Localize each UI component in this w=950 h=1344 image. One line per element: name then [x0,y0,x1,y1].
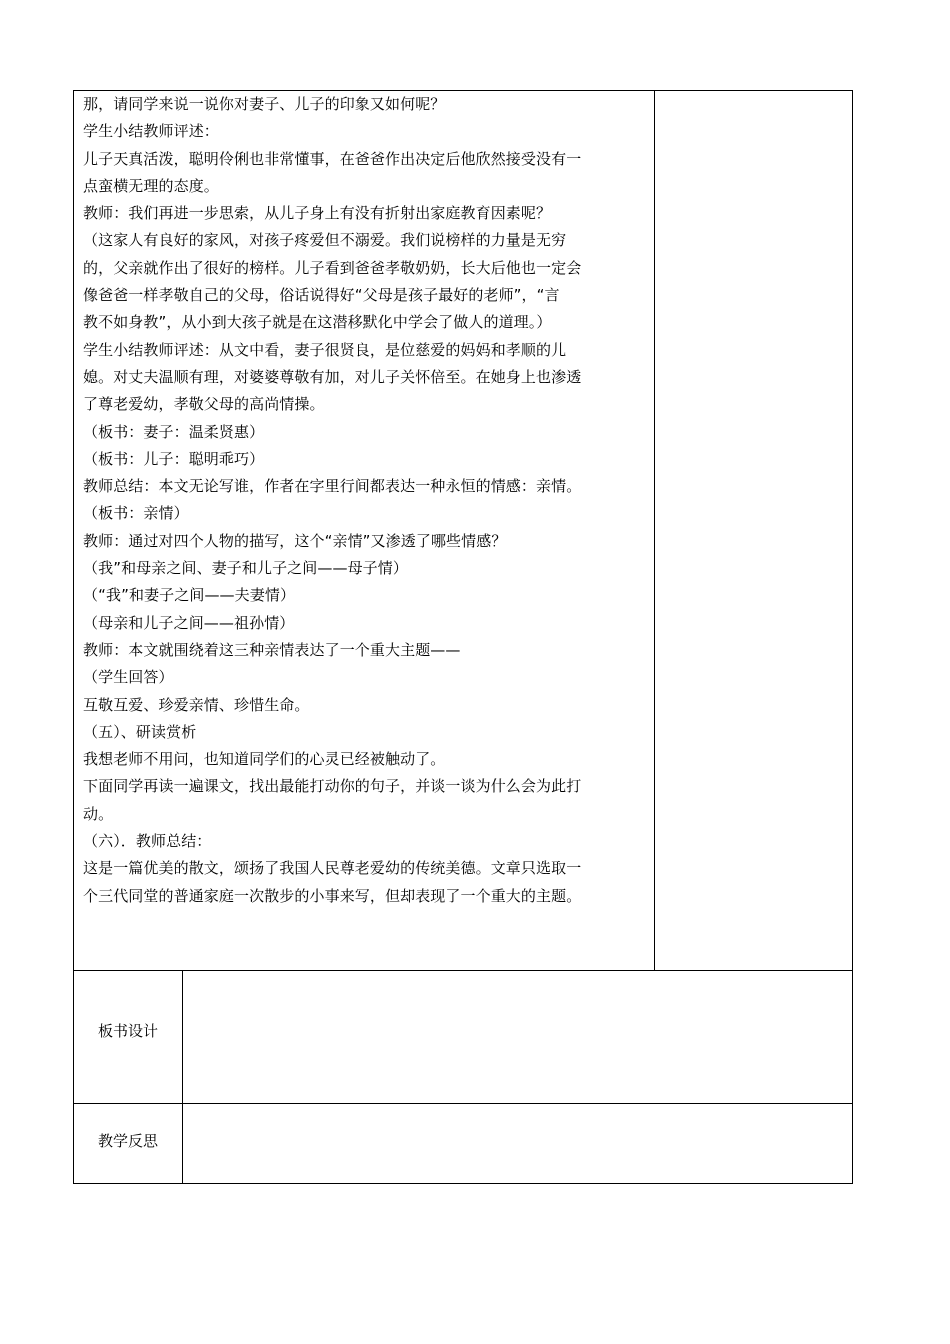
board-design-label: 板书设计 [97,1022,158,1040]
board-design-row [74,971,852,1104]
text-line: 了尊老爱幼，孝敬父母的高尚情操。 [83,395,325,414]
lesson-process-cell [73,90,853,970]
text-line: （板书：妻子：温柔贤惠） [83,422,265,441]
reflection-label-cell [74,1104,183,1183]
text-line: 我想老师不用问，也知道同学们的心灵已经被触动了。 [83,750,446,769]
text-line: （母亲和儿子之间——祖孙情） [83,613,295,632]
reflection-row [74,1104,852,1183]
text-line: 点蛮横无理的态度。 [83,176,219,195]
text-line: 媳。对丈夫温顺有理，对婆婆尊敬有加，对儿子关怀倍至。在她身上也渗透 [83,367,582,386]
text-line: （板书：儿子：聪明乖巧） [83,449,265,468]
lesson-text [83,91,648,910]
board-design-label-cell [74,971,183,1103]
text-line: 这是一篇优美的散文，颂扬了我国人民尊老爱幼的传统美德。文章只选取一 [83,859,582,878]
text-line: 儿子天真活泼，聪明伶俐也非常懂事，在爸爸作出决定后他欣然接受没有一 [83,149,582,168]
text-line: 教师：本文就围绕着这三种亲情表达了一个重大主题—— [83,640,461,659]
text-line: 教不如身教”，从小到大孩子就是在这潜移默化中学会了做人的道理。） [83,313,552,332]
text-line: （五）、研读赏析 [83,722,197,741]
text-line: 互敬互爱、珍爱亲情、珍惜生命。 [83,695,310,714]
text-line: 的，父亲就作出了很好的榜样。儿子看到爸爸孝敬奶奶，长大后他也一定会 [83,258,582,277]
text-line: 教师总结：本文无论写谁，作者在字里行间都表达一种永恒的情感：亲情。 [83,477,582,496]
text-line: （六）．教师总结： [83,832,212,851]
text-line: 学生小结教师评述： [83,122,219,141]
text-line: （学生回答） [83,668,174,687]
text-line: （板书：亲情） [83,504,189,523]
text-line: 教师：我们再进一步思索，从儿子身上有没有折射出家庭教育因素呢？ [83,204,552,223]
column-divider [654,91,655,971]
text-line: 学生小结教师评述：从文中看，妻子很贤良，是位慈爱的妈妈和孝顺的儿 [83,340,567,359]
text-line: （“我”和妻子之间——夫妻情） [83,586,296,605]
summary-table [73,970,853,1184]
text-line: 像爸爸一样孝敬自己的父母，俗话说得好“父母是孩子最好的老师”，“言 [83,286,560,305]
text-line: 教师：通过对四个人物的描写，这个“亲情”又渗透了哪些情感？ [83,531,507,550]
text-line: 动。 [83,804,114,823]
text-line: 下面同学再读一遍课文，找出最能打动你的句子，并谈一谈为什么会为此打 [83,777,582,796]
reflection-label: 教学反思 [97,1132,158,1150]
text-line: 那，请同学来说一说你对妻子、儿子的印象又如何呢？ [83,95,446,113]
text-line: 个三代同堂的普通家庭一次散步的小事来写，但却表现了一个重大的主题。 [83,886,582,905]
text-line: （这家人有良好的家风，对孩子疼爱但不溺爱。我们说榜样的力量是无穷 [83,231,567,250]
text-line: （我”和母亲之间、妻子和儿子之间——母子情） [83,559,408,578]
